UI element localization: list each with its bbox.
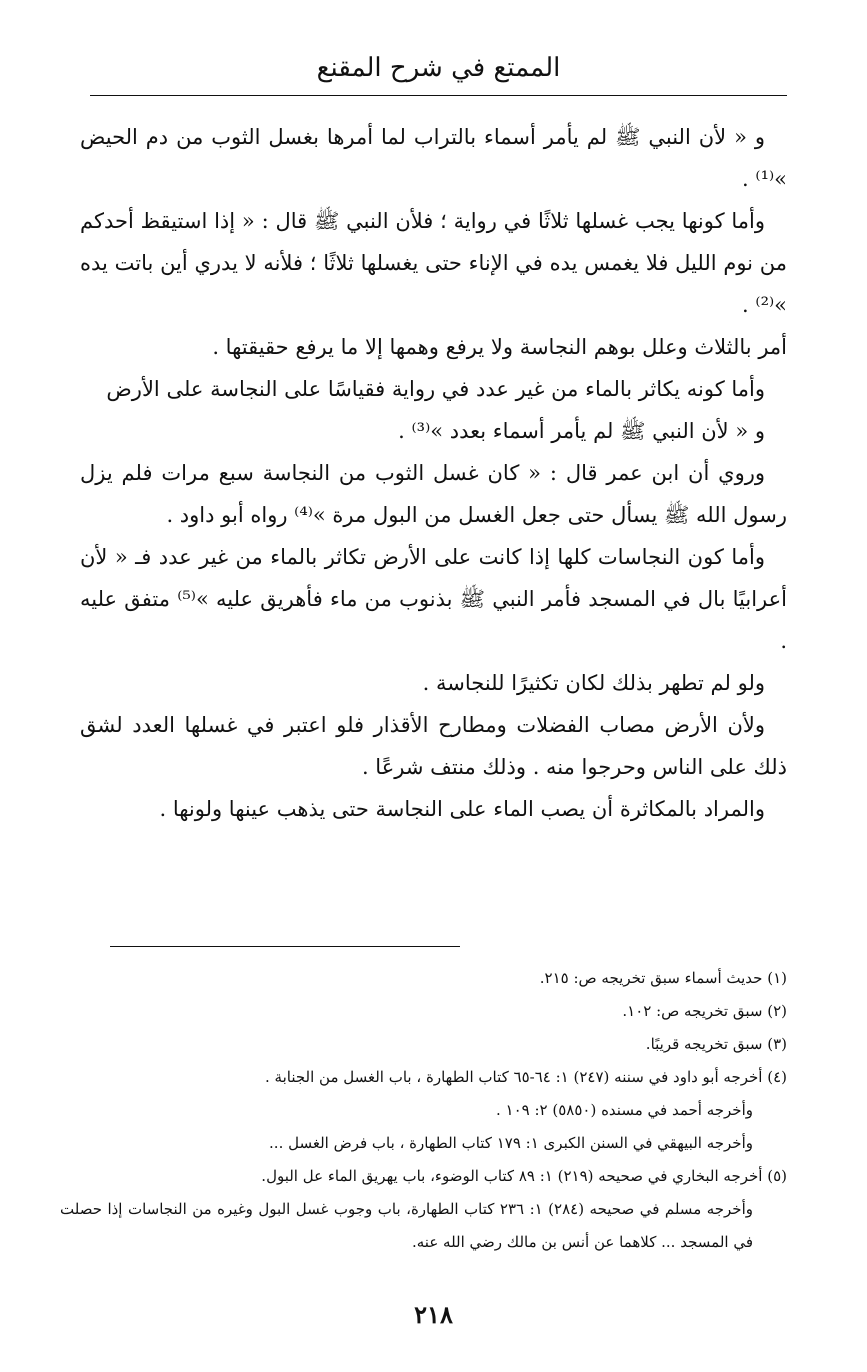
body-paragraph: وأما كون النجاسات كلها إذا كانت على الأرض تكاثر بالماء من غير عدد فـ « لأن أعرابيًا بال في المسجد فأمر النبي ﷺ بذنوب من ماء فأهريق عليه »⁽⁵⁾ متفق عليه . — [80, 545, 787, 653]
footnote: وأخرجه مسلم في صحيحه (٢٨٤) ١: ٢٣٦ كتاب الطهارة، باب وجوب غسل البول وغيره من النجاسات إذا حصلت في المسجد ... كلاهما عن أنس بن مالك رضي الله عنه. — [60, 1200, 753, 1251]
running-header: الممتع في شرح المقنع — [316, 53, 561, 83]
footnote: (٢) سبق تخريجه ص: ١٠٢. — [622, 1002, 787, 1020]
footnote: (٣) سبق تخريجه قريبًا. — [645, 1035, 787, 1053]
footnote-divider — [110, 946, 460, 947]
footnote: وأخرجه البيهقي في السنن الكبرى ١: ١٧٩ كتاب الطهارة ، باب فرض الغسل ... — [269, 1134, 753, 1152]
main-text — [80, 116, 787, 830]
footnotes — [60, 962, 787, 1259]
body-paragraph: أمر بالثلاث وعلل بوهم النجاسة ولا يرفع وهمها إلا ما يرفع حقيقتها . — [212, 335, 787, 359]
footnote: (٥) أخرجه البخاري في صحيحه (٢١٩) ١: ٨٩ كتاب الوضوء، باب يهريق الماء عل البول. — [261, 1167, 787, 1185]
body-paragraph: و « لأن النبي ﷺ لم يأمر أسماء بعدد »⁽³⁾ . — [398, 419, 765, 443]
page-number: ٢١٨ — [414, 1300, 453, 1329]
body-paragraph: ولأن الأرض مصاب الفضلات ومطارح الأقذار فلو اعتبر في غسلها العدد لشق ذلك على الناس وحرجوا منه . وذلك منتف شرعًا . — [80, 713, 787, 779]
body-paragraph: والمراد بالمكاثرة أن يصب الماء على النجاسة حتى يذهب عينها ولونها . — [159, 797, 765, 821]
body-paragraph: و « لأن النبي ﷺ لم يأمر أسماء بالتراب لما أمرها بغسل الثوب من دم الحيض »⁽¹⁾ . — [80, 125, 787, 191]
header-divider — [90, 95, 787, 96]
footnote: (٤) أخرجه أبو داود في سننه (٢٤٧) ١: ٦٤-٦٥ كتاب الطهارة ، باب الغسل من الجنابة . — [265, 1068, 787, 1086]
body-paragraph: وأما كونها يجب غسلها ثلاثًا في رواية ؛ فلأن النبي ﷺ قال : « إذا استيقظ أحدكم من نوم الليل فلا يغمس يده في الإناء حتى يغسلها ثلاثًا ؛ فلأنه لا يدري أين باتت يده »⁽²⁾ . — [80, 209, 787, 317]
footnote: (١) حديث أسماء سبق تخريجه ص: ٢١٥. — [539, 969, 787, 987]
body-paragraph: وروي أن ابن عمر قال : « كان غسل الثوب من النجاسة سبع مرات فلم يزل رسول الله ﷺ يسأل حتى جعل الغسل من البول مرة »⁽⁴⁾ رواه أبو داود . — [80, 461, 787, 527]
footnote: وأخرجه أحمد في مسنده (٥٨٥٠) ٢: ١٠٩ . — [495, 1101, 753, 1119]
body-paragraph: ولو لم تطهر بذلك لكان تكثيرًا للنجاسة . — [422, 671, 765, 695]
body-paragraph: وأما كونه يكاثر بالماء من غير عدد في رواية فقياسًا على النجاسة على الأرض — [106, 377, 765, 401]
